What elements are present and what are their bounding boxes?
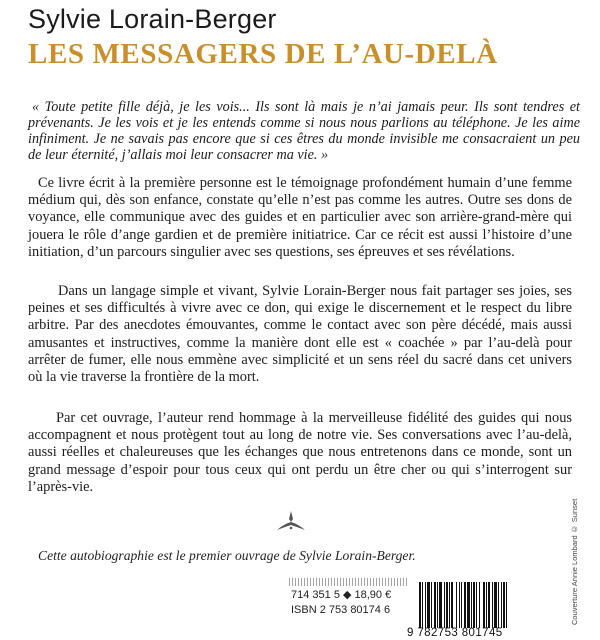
opening-quote: « Toute petite fille déjà, je les vois... Ils sont là mais je n’ai jamais peur. Ils sont tendres et prévenants. Je les vois et je les entends comme si nous nous parlions au téléphone. Je les aime infiniment. Je ne savais pas encore que si ces êtres du monde invisible me consacraient un peu de leur éternité, j’allais moi leur consacrer ma vie. » [28,99,580,163]
ornament-icon [276,510,306,532]
isbn-text: ISBN 2 753 80174 6 [291,604,391,616]
book-title: LES MESSAGERS DE L’AU-DELÀ [28,38,498,70]
barcode-digits: 9 782753 801745 [407,627,503,639]
description-paragraph-1: Ce livre écrit à la première personne est le témoignage profondément humain d’une femme médium qui, dès son enfance, constate qu’elle n’est pas comme les autres. Outre ses dons de voyance, elle communique avec des guides et en particulier avec son arrière-grand-mère qui jouera le rôle d’ange gardien et de première initiatrice. Car ce récit est aussi l’histoire d’une initiation, d’un parcours singulier avec ses questions, ses épreuves et ses révélations. [28,175,572,260]
barcode-header-strip [289,578,409,586]
description-paragraph-2: Dans un langage simple et vivant, Sylvie Lorain-Berger nous fait partager ses joies, ses peines et ses difficultés à vivre avec ce don, qui exige le discernement et le respect du libre arbitre. Par des anecdotes émouvantes, comme le contact avec son père décédé, mais aussi amusantes et instructives, comme la manière dont elle est « coachée » par l’au-delà pour arrêter de fumer, elle nous emmène avec simplicité et un sens réel du sacré dans cet univers où la vie traverse la frontière de la mort. [28,283,572,386]
author-name: Sylvie Lorain-Berger [28,4,277,34]
barcode-block [289,578,547,640]
description-paragraph-3: Par cet ouvrage, l’auteur rend hommage à la merveilleuse fidélité des guides qui nous accompagnent et nous protègent tout au long de notre vie. Ses conversations avec l’au-delà, aussi réelles et chaleureuses que les échanges que nous entretenons dans ce monde, sont un grand message d’espoir pour tous ceux qui ont perdu un être cher ou qui s’interrogent sur l’après-vie. [28,410,572,495]
price-code: 714 351 5 ◆ 18,90 € [291,589,392,601]
first-work-note: Cette autobiographie est le premier ouvrage de Sylvie Lorain-Berger. [38,548,416,563]
barcode-bars [417,582,543,628]
cover-credit: Couverture Annie Lombard © Sunset [570,498,579,625]
